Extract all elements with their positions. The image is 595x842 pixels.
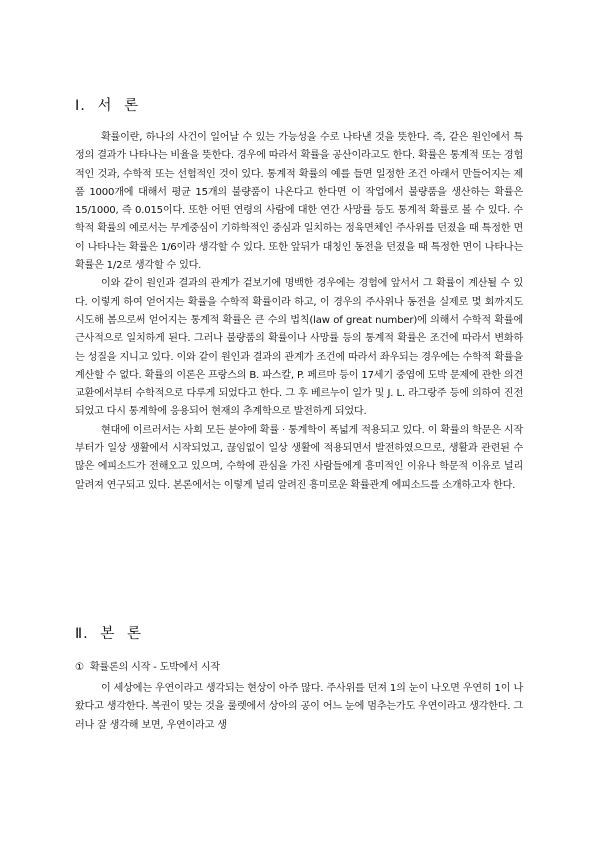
- section-heading-body: Ⅱ. 본 론: [75, 626, 142, 642]
- introduction-body: [75, 129, 523, 495]
- section-heading-introduction: Ⅰ. 서 론: [75, 98, 140, 114]
- paragraph: 확률이란, 하나의 사건이 일어날 수 있는 가능성을 수로 나타낸 것을 뜻한다. 즉, 같은 원인에서 특정의 결과가 나타나는 비율을 뜻한다. 경우에 따라서 확률을 공산이라고도 한다. 확률은 통계적 또는 경험적인 것과, 수학적 또는 선험적인 것이 있다. 통계적 확률의 예를 들면 일정한 조건 아래서 만들어지는 제품 1000개에 대해서 평균 15개의 불량품이 나온다고 한다면 이 작업에서 불량품을 생산하는 확률은 15/1000, 즉 0.015이다. 또한 어떤 연령의 사람에 대한 연간 사망률 등도 통계적 확률로 볼 수 있다. 수학적 확률의 예로서는 무게중심이 기하학적인 중심과 일치하는 정육면체인 주사위를 던졌을 때 특정한 면이 나타나는 확률은 1/6이라 생각할 수 있다. 또한 앞뒤가 대칭인 동전을 던졌을 때 특정한 면이 나타나는 확률은 1/2로 생각할 수 있다.: [75, 132, 523, 272]
- subsection-number: ①: [75, 662, 84, 673]
- paragraph: 이 세상에는 우연이라고 생각되는 현상이 아주 많다. 주사위를 던져 1의 눈이 나오면 우연히 1이 나왔다고 생각한다. 복권이 맞는 것을 룰렛에서 상아의 공이 어느 눈에 멈추는가도 우연이라고 생각한다. 그러나 잘 생각해 보면, 우연이라고 생: [75, 683, 523, 731]
- subsection-heading: [75, 661, 220, 675]
- body-section-text: [75, 680, 523, 735]
- paragraph: 현대에 이르러서는 사회 모든 분야에 확률 · 통계학이 폭넓게 적용되고 있다. 이 확률의 학문은 시작부터가 일상 생활에서 시작되었고, 끊임없이 일상 생활에 적용되면서 발전하였으므로, 생활과 관련된 수많은 에피소드가 전해오고 있으며, 수학에 관심을 가진 사람들에게 흥미적인 이유나 학문적 이유로 널리 알려져 연구되고 있다. 본론에서는 이렇게 널리 알려진 흥미로운 확률관계 에피소드를 소개하고자 한다.: [75, 424, 523, 491]
- paragraph: 이와 같이 원인과 결과의 관계가 겉보기에 명백한 경우에는 경험에 앞서서 그 확률이 계산될 수 있다. 이렇게 하여 얻어지는 확률을 수학적 확률이라 하고, 이 경우의 주사위나 동전을 실제로 몇 회까지도 시도해 봄으로써 얻어지는 통계적 확률은 큰 수의 법칙(law of great number)에 의해서 수학적 확률에 근사적으로 일치하게 된다. 그러나 불량품의 확률이나 사망률 등의 통계적 확률은 조건에 따라서 변화하는 성질을 지니고 있다. 이와 같이 원인과 결과의 관계가 조건에 따라서 좌우되는 경우에는 수학적 확률을 계산할 수 없다. 확률의 이론은 프랑스의 B. 파스칼, P. 페르마 등이 17세기 중엽에 도박 문제에 관한 의견 교환에서부터 수학적으로 다루게 되었다고 한다. 그 후 베르누이 일가 및 J. L. 라그랑주 등에 의하여 진전되었고 다시 통계학에 응용되어 현재의 추계학으로 발전하게 되었다.: [75, 278, 523, 418]
- subsection-title: 확률론의 시작 - 도박에서 시작: [89, 662, 220, 673]
